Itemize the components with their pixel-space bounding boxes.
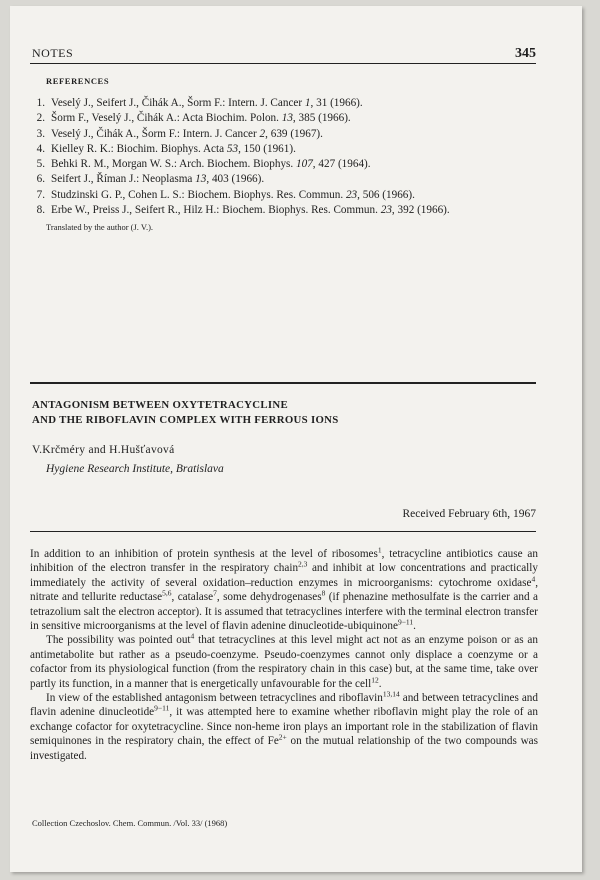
title-line-2: AND THE RIBOFLAVIN COMPLEX WITH FERROUS IONS — [32, 414, 339, 426]
article-title — [32, 398, 536, 428]
citation-superscript: 4 — [190, 631, 195, 641]
running-header — [32, 46, 536, 62]
reference-number: 4. — [36, 142, 45, 155]
reference-text: Veselý J., Čihák A., Šorm F.: Intern. J. Cancer 2, 639 (1967). — [51, 127, 323, 140]
reference-number: 7. — [36, 188, 45, 201]
article-affiliation: Hygiene Research Institute, Bratislava — [46, 463, 224, 475]
reference-number: 3. — [36, 127, 45, 140]
reference-number: 5. — [36, 158, 45, 171]
article-top-rule — [30, 382, 536, 384]
reference-text: Studzinski G. P., Cohen L. S.: Biochem. Biophys. Res. Commun. 23, 506 (1966). — [51, 188, 415, 201]
article-body-rule — [30, 531, 536, 532]
reference-item — [30, 203, 540, 218]
title-line-1: ANTAGONISM BETWEEN OXYTETRACYCLINE — [32, 399, 288, 411]
received-date: Received February 6th, 1967 — [402, 508, 536, 520]
translator-note: Translated by the author (J. V.). — [46, 222, 154, 232]
citation-superscript: 1 — [377, 545, 382, 555]
header-rule — [30, 63, 536, 64]
paragraph-1: In addition to an inhibition of protein synthesis at the level of ribosomes$^1$, tetracycline antibiotics cause an inhibition of the electron transfer in the respiratory chain$^{2,3}$ and inhibit at low concentrations and practically immediately the activity of several oxidation–reduction enzymes in microorganisms: cytochrome oxidase$^4$, nitrate and tellurite reductase$^{5,6}$, catalase$^7$, some dehydrogenases$^8$ (if phenazine methosulfate is the carrier and a tetrazolium salt the electron acceptor). It is assumed that tetracyclines interfere with the terminal electron transfer in sensitive microorganisms at the level of flavin adenine dinucleotide-ubiquinone$^{9-11}$. — [30, 545, 538, 633]
reference-text: Veselý J., Seifert J., Čihák A., Šorm F.: Intern. J. Cancer 1, 31 (1966). — [51, 97, 363, 109]
reference-item — [30, 188, 540, 203]
reference-number: 1. — [36, 97, 45, 109]
reference-volume: 1 — [304, 97, 311, 109]
citation-superscript: 7 — [213, 588, 217, 598]
references-list — [30, 96, 540, 218]
reference-volume: 107 — [296, 158, 313, 171]
article-authors: V.Krčméry and H.Hušťavová — [32, 444, 175, 456]
citation-superscript: 2,3 — [298, 559, 308, 569]
reference-number: 6. — [36, 173, 45, 186]
citation-superscript: 8 — [321, 588, 326, 598]
reference-volume: 13 — [281, 112, 293, 125]
reference-text: Erbe W., Preiss J., Seifert R., Hilz H.: Biochem. Biophys. Res. Commun. 23, 392 (1966). — [51, 204, 450, 217]
paragraph-2: The possibility was pointed out$^4$ that tetracyclines at this level might act not as an enzyme poison or as an antimetabolite but rather as a pseudo-coenzyme. Pseudo-coenzymes cannot only displace a coenzyme or a cofactor from its physiological function (from the respiratory chain in this case) but, at the same time, take over partly its function, in a manner that is energetically unfavourable for the cell$^{12}$. — [30, 631, 538, 690]
article-body — [30, 547, 538, 763]
reference-item — [30, 111, 540, 126]
references-heading: REFERENCES — [46, 76, 110, 86]
reference-item — [30, 142, 540, 157]
reference-item — [30, 96, 540, 111]
citation-superscript: 12 — [371, 674, 379, 684]
reference-volume: 23 — [380, 204, 392, 217]
reference-text: Kielley R. K.: Biochim. Biophys. Acta 53, 150 (1961). — [51, 142, 296, 155]
paragraph-3: In view of the established antagonism between tetracyclines and riboflavin$^{13,14}$ and between tetracyclines and flavin adenine dinucleotide$^{9-11}$, it was attempted here to examine whether riboflavin might play the role of an exchange cofactor for oxytetracycline. Since non-heme iron plays an important role in the stabilization of flavin semiquinones in the respiratory chain, the effect of $Fe^{2+}$ on the mutual relationship of the two compounds was investigated. — [30, 689, 539, 762]
reference-volume: 13 — [195, 173, 207, 186]
reference-volume: 23 — [345, 188, 358, 201]
reference-number: 8. — [36, 204, 45, 217]
citation-superscript: 2+ — [278, 732, 287, 742]
reference-volume: 53 — [226, 142, 239, 155]
journal-footer: Collection Czechoslov. Chem. Commun. /Vol. 33/ (1968) — [32, 818, 228, 828]
journal-page — [10, 6, 582, 872]
reference-volume: 2 — [259, 127, 266, 140]
section-name: NOTES — [32, 46, 74, 60]
reference-text: Šorm F., Veselý J., Čihák A.: Acta Biochim. Polon. 13, 385 (1966). — [51, 112, 351, 125]
citation-superscript: 13,14 — [382, 689, 400, 699]
citation-superscript: 9−11 — [397, 617, 414, 627]
reference-item — [30, 172, 540, 187]
citation-superscript: 5,6 — [162, 588, 172, 598]
citation-superscript: 4 — [531, 574, 536, 584]
reference-number: 2. — [36, 112, 45, 125]
reference-text: Seifert J., Říman J.: Neoplasma 13, 403 (1966). — [51, 173, 265, 186]
citation-superscript: 9−11 — [154, 703, 170, 713]
reference-item — [30, 157, 540, 172]
reference-text: Behki R. M., Morgan W. S.: Arch. Biochem. Biophys. 107, 427 (1964). — [51, 158, 371, 171]
page-number: 345 — [515, 46, 536, 61]
reference-item — [30, 127, 540, 142]
